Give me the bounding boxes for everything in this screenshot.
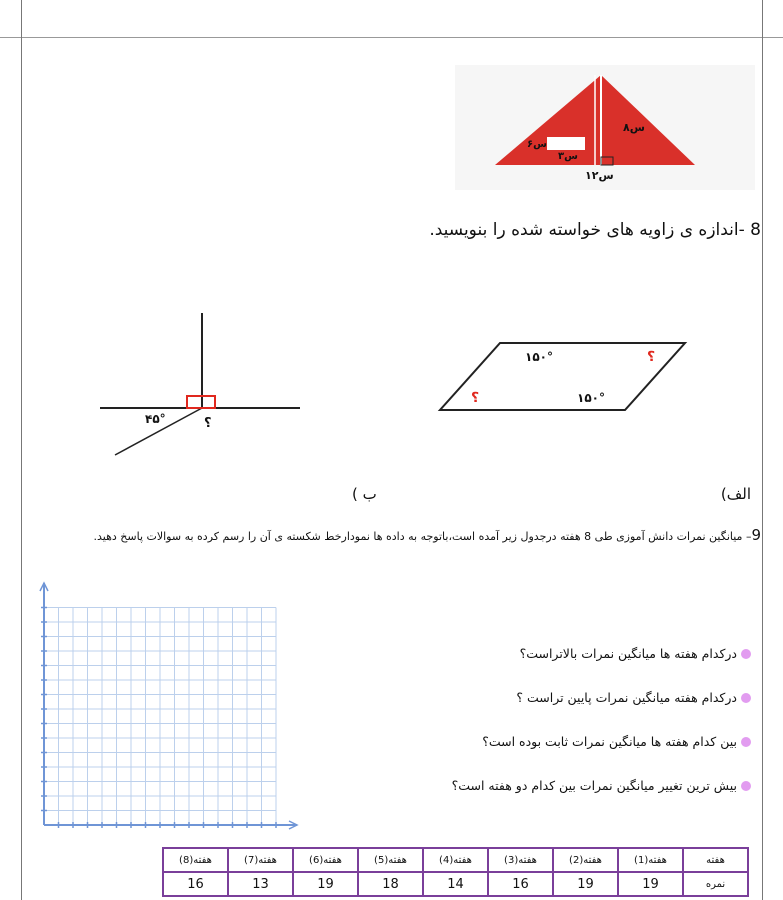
week-cell: هفته(1) bbox=[618, 848, 683, 872]
bullet-icon bbox=[741, 781, 751, 791]
label-side: ۸س bbox=[623, 121, 645, 134]
score-cell: 18 bbox=[358, 872, 423, 896]
question-text: درکدام هفته میانگین نمرات پایین تراست ؟ bbox=[516, 690, 737, 705]
answer-box bbox=[547, 137, 585, 150]
table-row-weeks bbox=[163, 848, 748, 872]
week-cell: هفته(2) bbox=[553, 848, 618, 872]
figure-be-label: ب ) bbox=[352, 485, 377, 503]
figure-be bbox=[95, 305, 305, 460]
score-cell: 19 bbox=[293, 872, 358, 896]
question-4 bbox=[452, 778, 751, 793]
week-cell: هفته(6) bbox=[293, 848, 358, 872]
angle-150-top: ۱۵۰° bbox=[525, 350, 553, 364]
unknown-angle-be: ؟ bbox=[204, 416, 212, 431]
question-9-text: – میانگین نمرات دانش آموزی طی 8 هفته درجدول زیر آمده است،باتوجه به داده ها نمودارخط شکسته ی آن را رسم کرده به سوالات پاسخ دهید. bbox=[93, 530, 752, 543]
question-1 bbox=[520, 646, 751, 661]
score-cell: 19 bbox=[553, 872, 618, 896]
question-text: بیش ترین تغییر میانگین نمرات بین کدام دو هفته است؟ bbox=[451, 778, 737, 793]
score-cell: 13 bbox=[228, 872, 293, 896]
label-left: ۶س bbox=[527, 139, 547, 150]
figure-alef bbox=[435, 335, 695, 420]
question-text: درکدام هفته ها میانگین نمرات بالاتراست؟ bbox=[519, 646, 737, 661]
page-right-border bbox=[762, 0, 763, 900]
scores-table bbox=[162, 847, 749, 897]
question-9-number: 9 bbox=[751, 526, 761, 544]
week-cell: هفته(7) bbox=[228, 848, 293, 872]
triangle-figure bbox=[455, 65, 755, 190]
figure-alef-label: الف) bbox=[720, 485, 751, 503]
question-9-title bbox=[93, 526, 761, 544]
bullet-icon bbox=[741, 693, 751, 703]
angle-45-label: ۴۵° bbox=[145, 412, 166, 426]
page-top-border bbox=[0, 37, 783, 38]
week-cell: هفته(8) bbox=[163, 848, 228, 872]
question-3 bbox=[482, 734, 751, 749]
drawing-grid bbox=[32, 575, 307, 837]
question-text: بین کدام هفته ها میانگین نمرات ثابت بوده است؟ bbox=[482, 734, 737, 749]
table-row-scores bbox=[163, 872, 748, 896]
week-cell: هفته(5) bbox=[358, 848, 423, 872]
week-cell: هفته(3) bbox=[488, 848, 553, 872]
score-cell: 19 bbox=[618, 872, 683, 896]
question-8-title: 8 -اندازه ی زاویه های خواسته شده را بنویسید. bbox=[429, 220, 761, 240]
label-inner: ۳س bbox=[558, 151, 578, 162]
score-cell: 14 bbox=[423, 872, 488, 896]
table-header-cell: نمره bbox=[683, 872, 748, 896]
week-cell: هفته(4) bbox=[423, 848, 488, 872]
bullet-icon bbox=[741, 737, 751, 747]
score-cell: 16 bbox=[163, 872, 228, 896]
unknown-angle-right: ؟ bbox=[647, 349, 656, 365]
bullet-icon bbox=[741, 649, 751, 659]
score-cell: 16 bbox=[488, 872, 553, 896]
page-left-border bbox=[21, 0, 22, 900]
question-2 bbox=[516, 690, 751, 705]
unknown-angle-left: ؟ bbox=[471, 390, 480, 406]
angle-150-mid: ۱۵۰° bbox=[577, 391, 605, 405]
table-header-cell: هفته bbox=[683, 848, 748, 872]
label-base: ۱۲س bbox=[585, 169, 614, 182]
